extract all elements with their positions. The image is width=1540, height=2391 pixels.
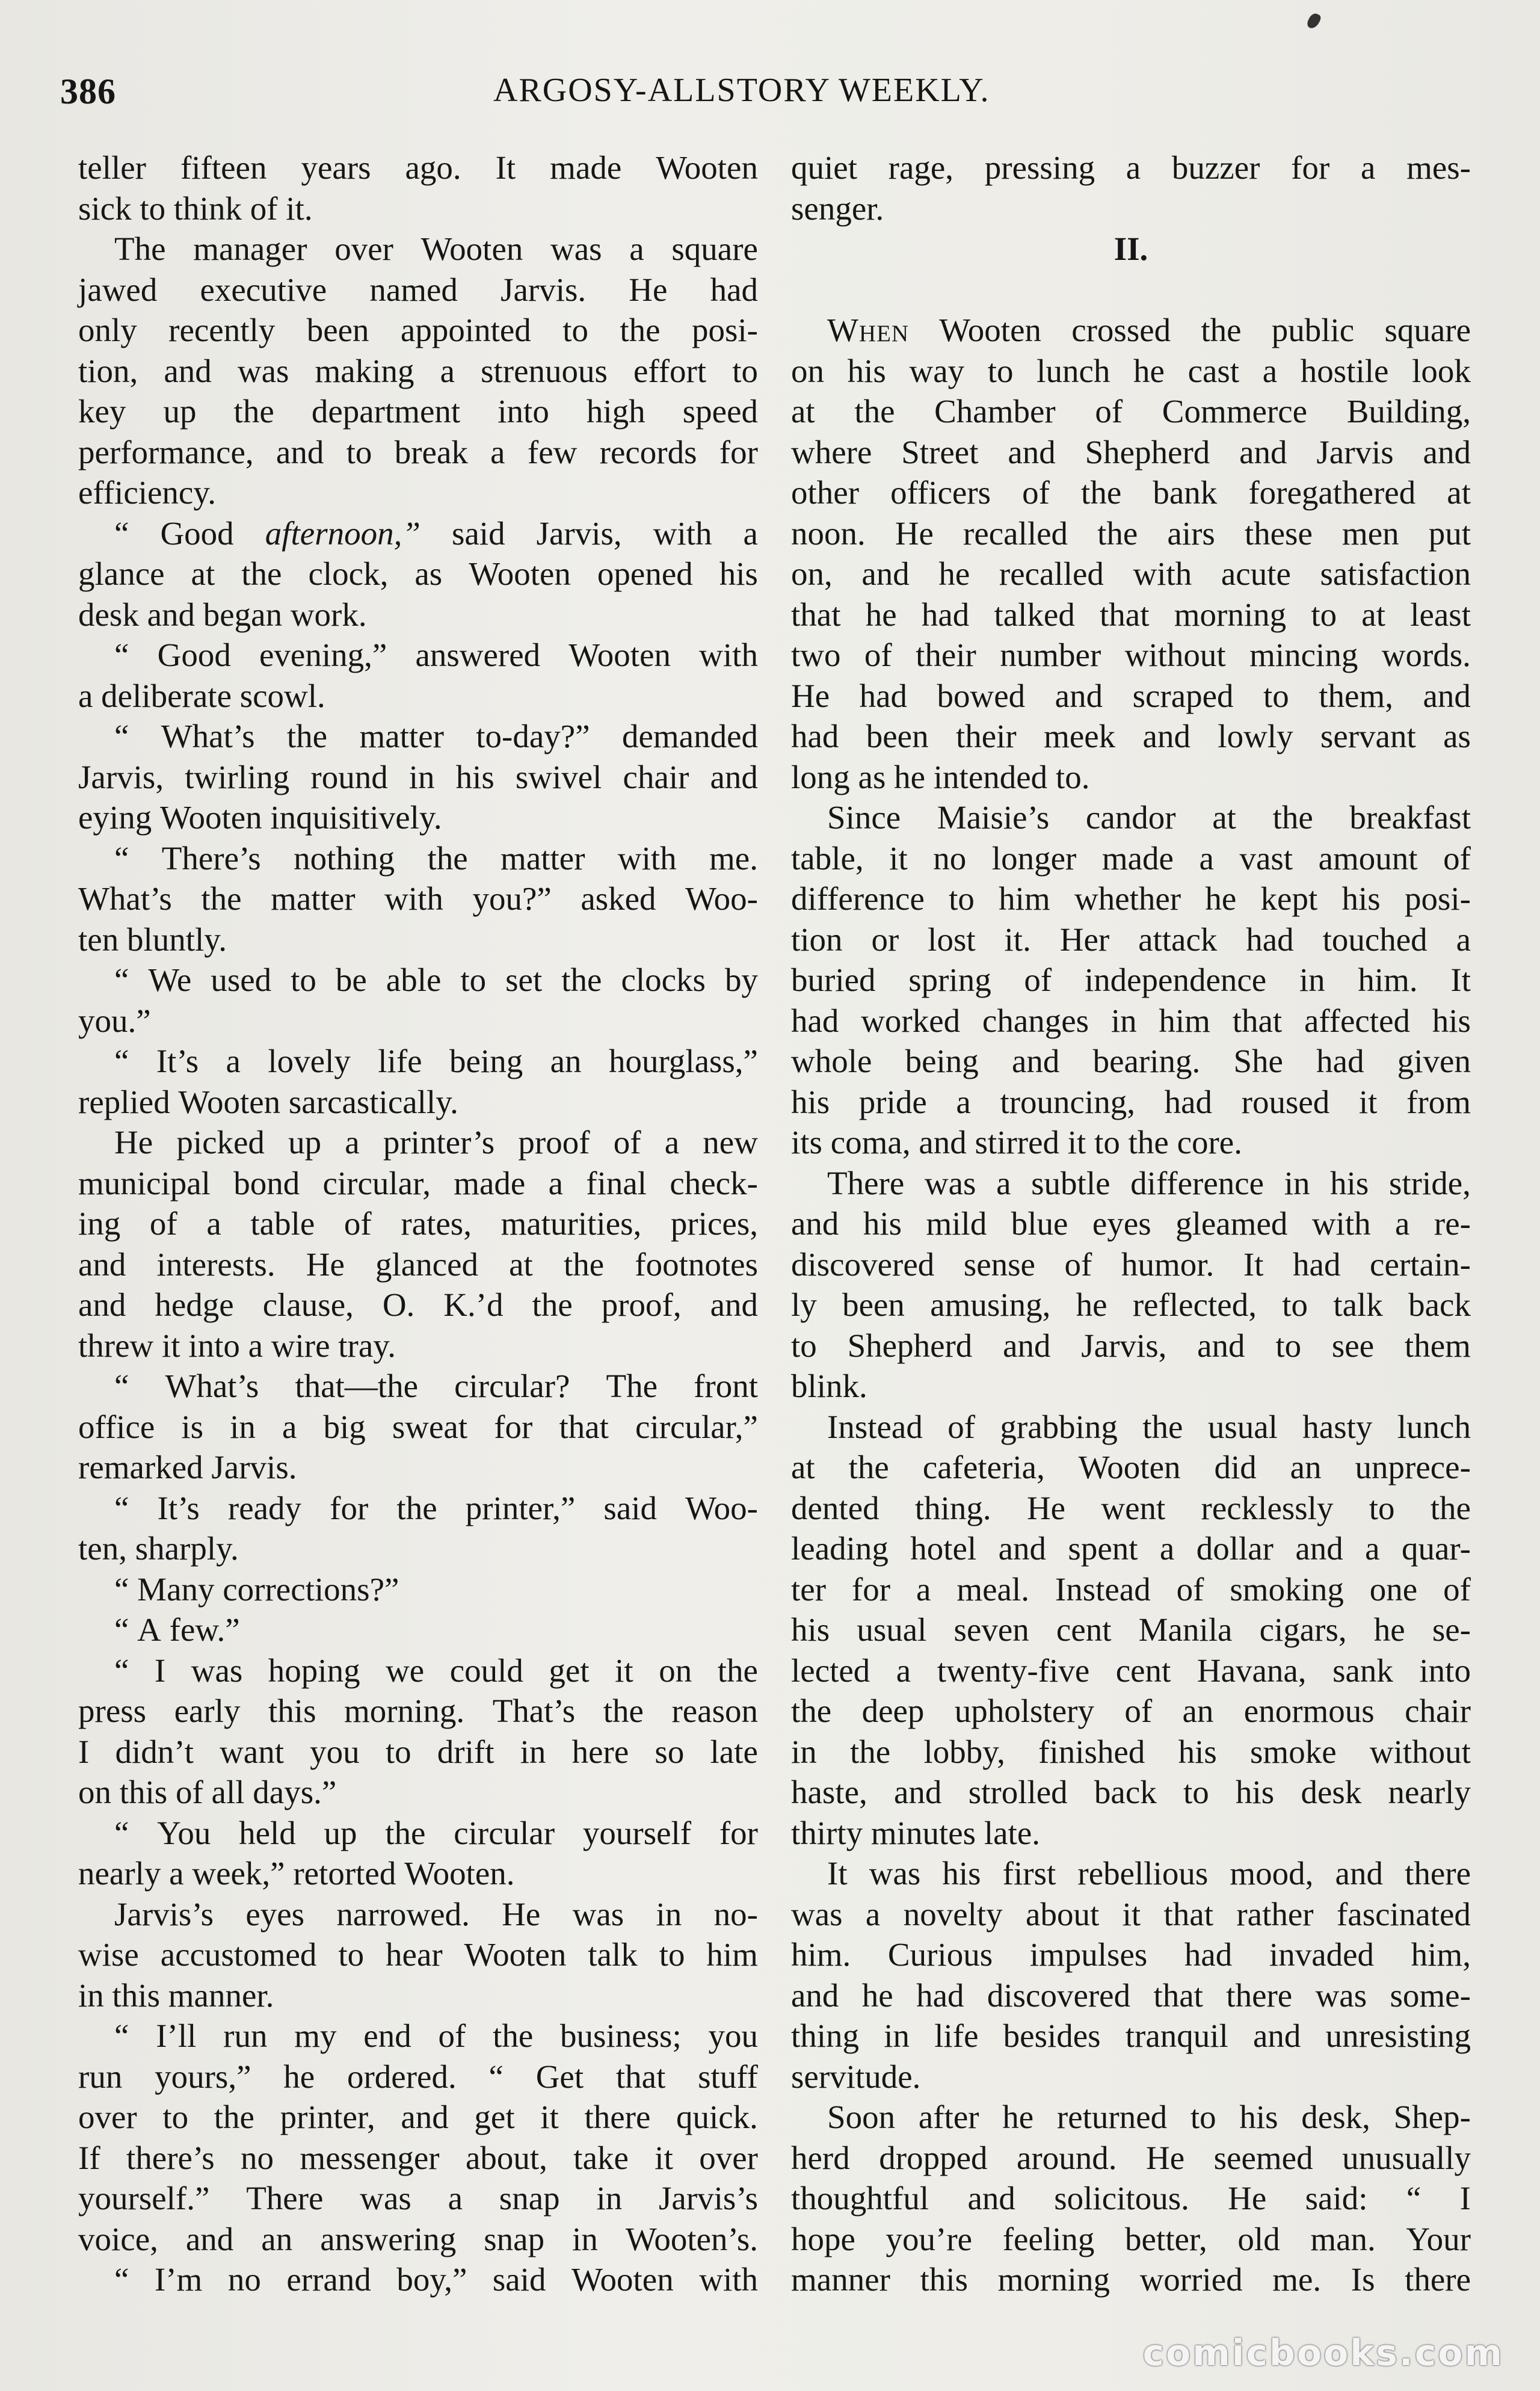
- text-line: Since Maisie’s candor at the breakfast: [827, 799, 1471, 836]
- text-line: municipal bond circular, made a final check-: [78, 1164, 758, 1202]
- text-line: He had bowed and scraped to them, and: [791, 677, 1471, 714]
- text-line: other officers of the bank foregathered at: [791, 474, 1471, 511]
- text-line: II.: [1113, 230, 1148, 267]
- page-number: 386: [60, 72, 116, 111]
- text-line: and hedge clause, O. K.’d the proof, and: [78, 1286, 758, 1323]
- text-line: “ Many corrections?”: [114, 1570, 399, 1608]
- text-line: It was his first rebellious mood, and there: [827, 1855, 1471, 1892]
- text-line: glance at the clock, as Wooten opened his: [78, 555, 758, 592]
- text-line: Instead of grabbing the usual hasty lunch: [827, 1408, 1471, 1445]
- text-line: [791, 270, 1471, 310]
- text-line: his pride a trouncing, had roused it from: [791, 1083, 1471, 1120]
- text-line: where Street and Shepherd and Jarvis and: [791, 433, 1471, 470]
- text-line: yourself.” There was a snap in Jarvis’s: [78, 2180, 758, 2217]
- text-line: He picked up a printer’s proof of a new: [114, 1124, 758, 1161]
- text-line: two of their number without mincing words.: [791, 637, 1471, 673]
- text-line: thirty minutes late.: [791, 1814, 1040, 1851]
- text-line: dented thing. He went recklessly to the: [791, 1489, 1471, 1526]
- text-line: and interests. He glanced at the footnotes: [78, 1245, 758, 1283]
- text-line: on his way to lunch he cast a hostile look: [791, 352, 1471, 389]
- text-line: There was a subtle difference in his stride,: [827, 1164, 1471, 1202]
- text-line: Jarvis’s eyes narrowed. He was in no-: [114, 1895, 758, 1933]
- text-line: to Shepherd and Jarvis, and to see them: [791, 1327, 1471, 1364]
- text-line: in the lobby, finished his smoke without: [791, 1733, 1471, 1770]
- text-line: eying Wooten inquisitively.: [78, 799, 442, 836]
- text-line: “ Good afternoon,” said Jarvis, with a: [114, 514, 758, 552]
- text-line: performance, and to break a few records for: [78, 433, 758, 470]
- text-line: wise accustomed to hear Wooten talk to him: [78, 1936, 758, 1973]
- text-line: If there’s no messenger about, take it over: [78, 2139, 758, 2176]
- text-line: “ We used to be able to set the clocks by: [114, 961, 758, 998]
- watermark-logo: comicbooks.com: [1142, 2332, 1504, 2374]
- text-line: quiet rage, pressing a buzzer for a mes-: [791, 149, 1471, 186]
- text-line: Jarvis, twirling round in his swivel chair and: [78, 758, 758, 795]
- text-line: “ What’s the matter to-day?” demanded: [114, 718, 758, 754]
- text-line: jawed executive named Jarvis. He had: [78, 271, 758, 308]
- text-line: discovered sense of humor. It had certain-: [791, 1245, 1471, 1283]
- text-line: his usual seven cent Manila cigars, he se-: [791, 1611, 1471, 1648]
- text-line: “ It’s ready for the printer,” said Woo-: [114, 1489, 758, 1526]
- text-line: nearly a week,” retorted Wooten.: [78, 1855, 515, 1892]
- text-line: ten, sharply.: [78, 1530, 239, 1567]
- text-line: press early this morning. That’s the reason: [78, 1692, 758, 1729]
- text-line: desk and began work.: [78, 596, 367, 633]
- text-line: run yours,” he ordered. “ Get that stuff: [78, 2058, 758, 2095]
- text-line: noon. He recalled the airs these men put: [791, 514, 1471, 552]
- text-line: teller fifteen years ago. It made Wooten: [78, 149, 758, 186]
- text-line: was a novelty about it that rather fascinated: [791, 1895, 1471, 1933]
- text-line: “ I was hoping we could get it on the: [114, 1652, 758, 1689]
- text-line: thoughtful and solicitous. He said: “ I: [791, 2180, 1471, 2217]
- text-line: “ A few.”: [114, 1611, 240, 1648]
- text-line: long as he intended to.: [791, 758, 1090, 795]
- text-line: replied Wooten sarcastically.: [78, 1083, 458, 1120]
- text-line: ten bluntly.: [78, 921, 227, 958]
- ink-speck: [1305, 11, 1322, 30]
- text-line: difference to him whether he kept his posi-: [791, 880, 1471, 917]
- text-line: buried spring of independence in him. It: [791, 961, 1471, 998]
- text-line: “ I’m no errand boy,” said Wooten with: [114, 2261, 758, 2298]
- text-line: The manager over Wooten was a square: [114, 230, 758, 267]
- text-line: whole being and bearing. She had given: [791, 1043, 1471, 1079]
- text-line: “ You held up the circular yourself for: [114, 1814, 758, 1851]
- text-line: ter for a meal. Instead of smoking one of: [791, 1570, 1471, 1608]
- text-line: efficiency.: [78, 474, 217, 511]
- text-line: a deliberate scowl.: [78, 677, 325, 714]
- text-line: “ Good evening,” answered Wooten with: [114, 637, 758, 673]
- running-head: ARGOSY-ALLSTORY WEEKLY.: [493, 72, 990, 109]
- text-line: its coma, and stirred it to the core.: [791, 1124, 1242, 1161]
- text-line: “ I’ll run my end of the business; you: [114, 2017, 758, 2054]
- text-line: Soon after he returned to his desk, Shep-: [827, 2099, 1471, 2135]
- text-line: ing of a table of rates, maturities, prices,: [78, 1205, 758, 1242]
- text-line: table, it no longer made a vast amount of: [791, 839, 1471, 877]
- text-line: over to the printer, and get it there quick.: [78, 2099, 758, 2135]
- text-line: hope you’re feeling better, old man. Your: [791, 2220, 1471, 2257]
- text-line: tion, and was making a strenuous effort to: [78, 352, 758, 389]
- text-line: had been their meek and lowly servant as: [791, 718, 1471, 754]
- text-line: sick to think of it.: [78, 190, 313, 227]
- text-line: thing in life besides tranquil and unresisting: [791, 2017, 1471, 2054]
- text-line: When Wooten crossed the public square: [827, 312, 1471, 348]
- text-line: you.”: [78, 1002, 151, 1039]
- text-line: manner this morning worried me. Is there: [791, 2261, 1471, 2298]
- text-line: on, and he recalled with acute satisfaction: [791, 555, 1471, 592]
- text-line: the deep upholstery of an enormous chair: [791, 1692, 1471, 1729]
- text-line: ly been amusing, he reflected, to talk back: [791, 1286, 1471, 1323]
- text-line: and his mild blue eyes gleamed with a re-: [791, 1205, 1471, 1242]
- text-line: “ There’s nothing the matter with me.: [114, 839, 758, 877]
- text-line: and he had discovered that there was some-: [791, 1976, 1471, 2014]
- text-line: blink.: [791, 1368, 867, 1404]
- text-line: on this of all days.”: [78, 1774, 337, 1810]
- text-line: voice, and an answering snap in Wooten’s.: [78, 2220, 758, 2257]
- text-line: “ What’s that—the circular? The front: [114, 1368, 758, 1404]
- text-line: tion or lost it. Her attack had touched a: [791, 921, 1471, 958]
- text-line: that he had talked that morning to at least: [791, 596, 1471, 633]
- text-line: in this manner.: [78, 1976, 274, 2014]
- text-line: “ It’s a lovely life being an hourglass,”: [114, 1043, 758, 1079]
- text-line: lected a twenty-five cent Havana, sank into: [791, 1652, 1471, 1689]
- text-line: herd dropped around. He seemed unusually: [791, 2139, 1471, 2176]
- text-line: had worked changes in him that affected his: [791, 1002, 1471, 1039]
- text-line: him. Curious impulses had invaded him,: [791, 1936, 1471, 1973]
- text-line: What’s the matter with you?” asked Woo-: [78, 880, 758, 917]
- right-text-column: [791, 147, 1471, 2300]
- text-line: at the cafeteria, Wooten did an unprece-: [791, 1449, 1471, 1486]
- text-line: office is in a big sweat for that circular,”: [78, 1408, 758, 1445]
- text-line: only recently been appointed to the posi-: [78, 312, 758, 348]
- left-text-column: [78, 147, 758, 2300]
- text-line: I didn’t want you to drift in here so late: [78, 1733, 758, 1770]
- text-line: at the Chamber of Commerce Building,: [791, 393, 1471, 430]
- text-line: threw it into a wire tray.: [78, 1327, 396, 1364]
- text-line: haste, and strolled back to his desk nearly: [791, 1774, 1471, 1810]
- text-line: servitude.: [791, 2058, 921, 2095]
- text-line: key up the department into high speed: [78, 393, 758, 430]
- text-line: leading hotel and spent a dollar and a quar-: [791, 1530, 1471, 1567]
- text-line: remarked Jarvis.: [78, 1449, 297, 1486]
- text-line: senger.: [791, 190, 884, 227]
